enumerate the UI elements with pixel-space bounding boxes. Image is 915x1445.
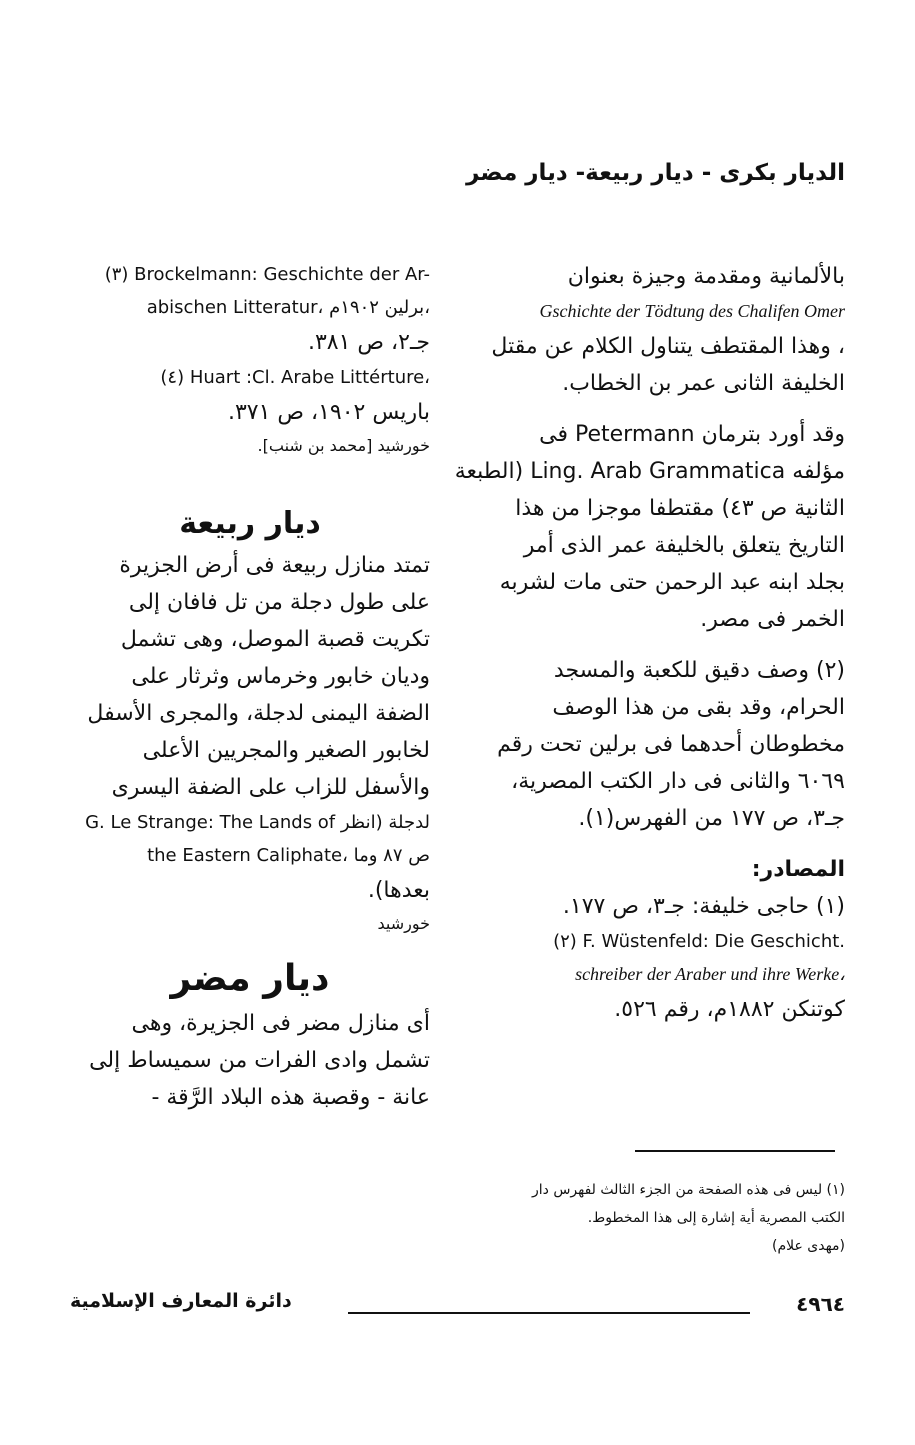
text-line: الثانية ص ٤٣) مقتطفا موجزا من هذا	[515, 496, 845, 521]
text-line: أى منازل مضر فى الجزيرة، وهى	[131, 1011, 430, 1036]
source-entry: كوتنكن ١٨٨٢م، رقم ٥٢٦.	[614, 997, 845, 1022]
text-line: تمتد منازل ربيعة فى أرض الجزيرة	[119, 553, 430, 578]
publication-title: دائرة المعارف الإسلامية	[70, 1290, 292, 1312]
source-entry: (٤) Huart :Cl. Arabe Littérture،	[160, 367, 430, 388]
text-line: التاريخ يتعلق بالخليفة عمر الذى أمر	[523, 533, 845, 558]
left-column	[70, 258, 430, 1116]
footnote-line: الكتب المصرية أية إشارة إلى هذا المخطوط.	[587, 1210, 845, 1226]
right-column	[454, 258, 845, 1028]
author-signature: خورشيد [محمد بن شنب].	[257, 436, 430, 455]
source-entry: (٣) Brockelmann: Geschichte der Ar-	[104, 264, 430, 285]
paragraph-gap	[485, 638, 845, 652]
paragraph-gap	[485, 837, 845, 851]
running-head: الديار بكرى - ديار ربيعة- ديار مضر	[466, 160, 845, 186]
page-footer	[70, 1290, 845, 1330]
footnote-signature: (مهدى علام)	[771, 1238, 845, 1254]
text-line: بالألمانية ومقدمة وجيزة بعنوان	[567, 264, 845, 289]
text-line: ، وهذا المقتطف يتناول الكلام عن مقتل	[491, 334, 845, 359]
footnote-line: (١) ليس فى هذه الصفحة من الجزء الثالث لفهرس دار	[531, 1182, 845, 1198]
author-signature: خورشيد	[377, 914, 430, 933]
footer-rule	[348, 1312, 750, 1314]
text-line: تشمل وادى الفرات من سميساط إلى	[89, 1048, 430, 1073]
text-line: عانة - وقصبة هذه البلاد الرَّقة -	[151, 1085, 430, 1110]
text-line: مؤلفه Ling. Arab Grammatica (الطبعة	[454, 459, 845, 484]
sources-heading: المصادر:	[751, 857, 845, 882]
source-entry: abischen Litteratur، برلين ١٩٠٢م،	[146, 297, 430, 318]
footnote	[475, 1176, 845, 1260]
text-line: (٢) وصف دقيق للكعبة والمسجد	[553, 658, 845, 683]
footnote-rule	[635, 1150, 835, 1152]
text-line: ٦٠٦٩ والثانى فى دار الكتب المصرية،	[511, 769, 845, 794]
page-number: ٤٩٦٤	[796, 1292, 845, 1316]
text-line: وقد أورد بترمان Petermann فى	[539, 422, 845, 447]
text-line: the Eastern Caliphate، ص ٨٧ وما	[147, 845, 430, 866]
text-line: لدجلة (انظر G. Le Strange: The Lands of	[85, 812, 430, 833]
paragraph-gap	[485, 402, 845, 416]
source-entry: (١) حاجى خليفة: جـ٣، ص ١٧٧.	[562, 894, 845, 919]
section-gap	[70, 461, 430, 501]
text-line: الحرام، وقد بقى من هذا الوصف	[552, 695, 845, 720]
text-line: جـ٣، ص ١٧٧ من الفهرس(١).	[578, 806, 845, 831]
text-line: مخطوطان أحدهما فى برلين تحت رقم	[497, 732, 845, 757]
text-line: الضفة اليمنى لدجلة، والمجرى الأسفل	[87, 701, 430, 726]
source-entry: جـ٢، ص ٣٨١.	[307, 330, 430, 355]
text-line: لخابور الصغير والمجريين الأعلى	[142, 738, 430, 763]
text-line: الخليفة الثانى عمر بن الخطاب.	[562, 371, 845, 396]
text-line: بعدها).	[367, 878, 430, 903]
section-gap	[70, 939, 430, 953]
source-entry: schreiber der Araber und ihre Werke،	[575, 964, 845, 984]
text-line: بجلد ابنه عبد الرحمن حتى مات لشربه	[499, 570, 845, 595]
text-line: على طول دجلة من تل فافان إلى	[128, 590, 430, 615]
article-title: ديار ربيعة	[179, 506, 321, 541]
source-entry: (٢) F. Wüstenfeld: Die Geschicht.	[553, 931, 845, 952]
article-title: ديار مضر	[170, 958, 330, 999]
source-entry: باريس ١٩٠٢، ص ٣٧١.	[227, 400, 430, 425]
text-line: وديان خابور وخرماس وثرثار على	[131, 664, 430, 689]
text-line: تكريت قصبة الموصل، وهى تشمل	[120, 627, 430, 652]
text-line: Gschichte der Tödtung des Chalifen Omer	[539, 301, 845, 321]
text-line: والأسفل للزاب على الضفة اليسرى	[111, 775, 430, 800]
text-line: الخمر فى مصر.	[700, 607, 845, 632]
